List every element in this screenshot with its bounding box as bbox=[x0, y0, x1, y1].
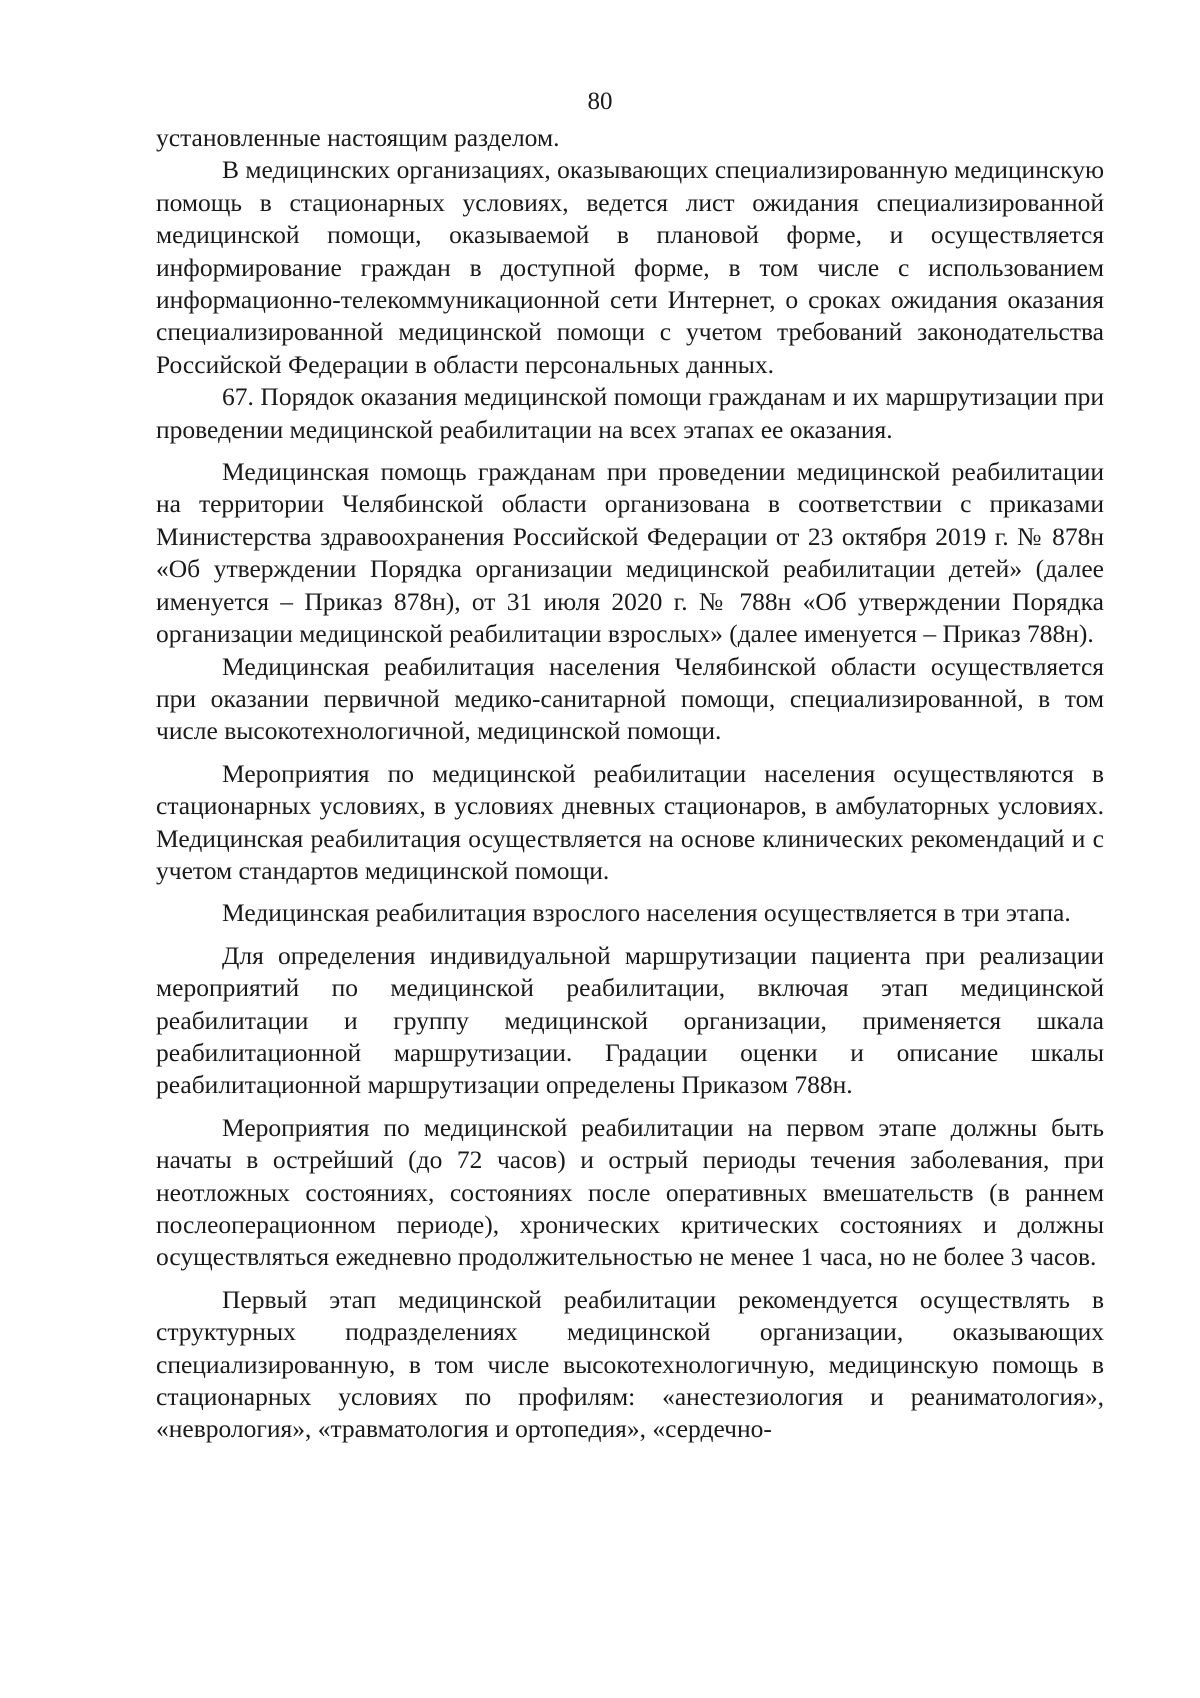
page-number: 80 bbox=[587, 88, 613, 115]
paragraph-first-stage-timing: Мероприятия по медицинской реабилитации на первом этапе должны быть начаты в острейший (до 72 часов) и острый периоды течения заболевания, при неотложных состояниях, состояниях после оперативных вмешательств (в раннем послеоперационном периоде), хронических критических состояниях и должны осуществляться ежедневно продолжительностью не менее 1 часа, но не более 3 часов. bbox=[156, 1112, 1104, 1272]
paragraph-section-67-heading: 67. Порядок оказания медицинской помощи гражданам и их маршрутизации при проведении медицинской реабилитации на всех этапах ее оказания. bbox=[156, 382, 1104, 444]
paragraph-rehab-provision: Медицинская реабилитация населения Челябинской области осуществляется при оказании первичной медико-санитарной помощи, специализированной, в том числе высокотехнологичной, медицинской помощи. bbox=[156, 651, 1104, 746]
paragraph-three-stages: Медицинская реабилитация взрослого населения осуществляется в три этапа. bbox=[222, 898, 1071, 928]
paragraph-waiting-list: В медицинских организациях, оказывающих специализированную медицинскую помощь в стационарных условиях, ведется лист ожидания специализированной медицинской помощи, оказываемой в плановой форме, и осуществляется информирование граждан в доступной форме, в том числе с использованием информационно-телекоммуникационной сети Интернет, о сроках ожидания оказания специализированной медицинской помощи с учетом требований законодательства Российской Федерации в области персональных данных. bbox=[156, 155, 1104, 379]
paragraph-continuation: установленные настоящим разделом. bbox=[156, 123, 560, 152]
document-body bbox=[156, 122, 1104, 1446]
paragraph-rehab-orders: Медицинская помощь гражданам при проведении медицинской реабилитации на территории Челябинской области организована в соответствии с приказами Министерства здравоохранения Российской Федерации от 23 октября 2019 г. № 878н «Об утверждении Порядка организации медицинской реабилитации детей» (далее именуется – Приказ 878н), от 31 июля 2020 г. № 788н «Об утверждении Порядка организации медицинской реабилитации взрослых» (далее именуется – Приказ 788н). bbox=[156, 457, 1104, 649]
paragraph-first-stage-units: Первый этап медицинской реабилитации рекомендуется осуществлять в структурных подразделениях медицинской организации, оказывающих специализированную, в том числе высокотехнологичную, медицинскую помощь в стационарных условиях по профилям: «анестезиология и реаниматология», «неврология», «травматология и ортопедия», «сердечно- bbox=[156, 1284, 1104, 1444]
paragraph-routing-scale: Для определения индивидуальной маршрутизации пациента при реализации мероприятий по медицинской реабилитации, включая этап медицинской реабилитации и группу медицинской организации, применяется шкала реабилитационной маршрутизации. Градации оценки и описание шкалы реабилитационной маршрутизации определены Приказом 788н. bbox=[156, 940, 1104, 1100]
paragraph-rehab-conditions: Мероприятия по медицинской реабилитации населения осуществляются в стационарных условиях, в условиях дневных стационаров, в амбулаторных условиях. Медицинская реабилитация осуществляется на основе клинических рекомендаций и с учетом стандартов медицинской помощи. bbox=[156, 758, 1104, 885]
